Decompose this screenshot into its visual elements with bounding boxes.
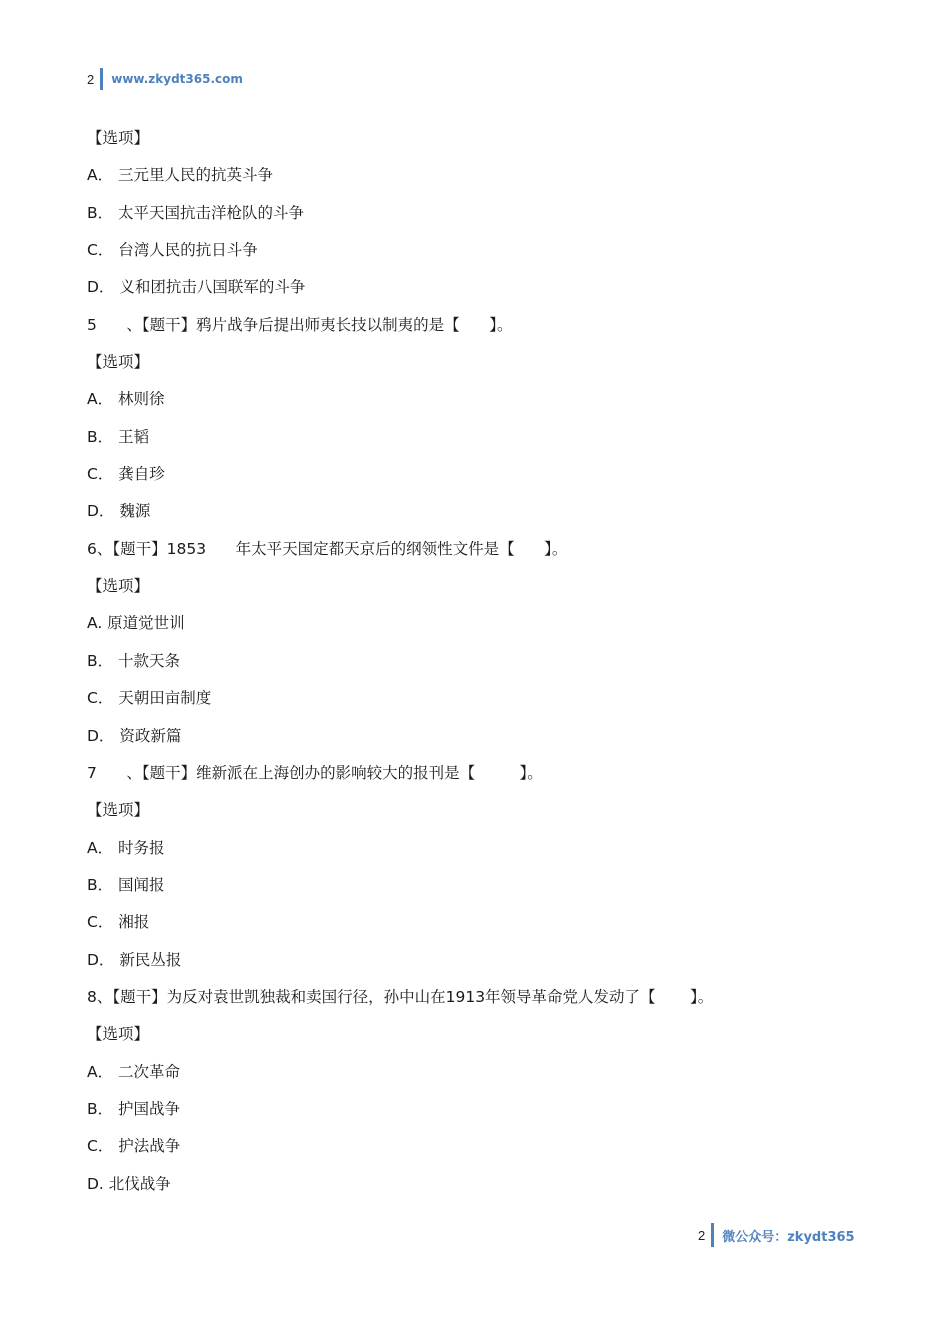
header-page-number: 2: [87, 71, 95, 87]
question-stem: 7 、【题干】维新派在上海创办的影响较大的报刊是【 】。: [87, 763, 543, 782]
option-line: D. 北伐战争: [87, 1174, 171, 1193]
text-line: 【选项】: [87, 1025, 150, 1044]
option-line: B． 王韬: [87, 427, 150, 446]
footer-divider: [711, 1223, 714, 1247]
option-line: C． 台湾人民的抗日斗争: [87, 241, 258, 260]
text-line: 【选项】: [87, 129, 150, 147]
question-stem: 6、【题干】1853 年太平天国定都天京后的纲领性文件是【 】。: [87, 539, 568, 558]
footer-page-number: 2: [698, 1227, 706, 1243]
option-line: A． 二次革命: [87, 1062, 181, 1081]
option-line: D． 资政新篇: [87, 726, 182, 745]
option-line: B． 十款天条: [87, 651, 181, 670]
option-line: D． 新民丛报: [87, 950, 182, 969]
option-line: B． 国闻报: [87, 875, 165, 894]
option-line: C． 龚自珍: [87, 465, 165, 484]
option-line: C． 湘报: [87, 913, 150, 932]
option-line: B． 太平天国抗击洋枪队的斗争: [87, 203, 305, 222]
page-header: [87, 67, 243, 91]
page-footer: [698, 1222, 855, 1248]
text-line: 【选项】: [87, 577, 150, 596]
header-divider: [100, 68, 103, 90]
option-line: A. 原道觉世训: [87, 614, 185, 633]
option-line: A． 时务报: [87, 838, 165, 857]
question-stem: 8、【题干】为反对袁世凯独裁和卖国行径，孙中山在1913年领导革命党人发动了【 】。: [87, 987, 714, 1006]
question-content: [87, 124, 867, 1207]
option-line: C． 天朝田亩制度: [87, 689, 212, 708]
text-line: 【选项】: [87, 353, 150, 372]
question-stem: 5 、【题干】鸦片战争后提出师夷长技以制夷的是【 】。: [87, 315, 513, 334]
footer-wechat-label: 微公众号：zkydt365: [722, 1229, 855, 1245]
option-line: D． 义和团抗击八国联军的斗争: [87, 278, 306, 297]
option-line: C． 护法战争: [87, 1137, 181, 1156]
option-line: B． 护国战争: [87, 1099, 181, 1118]
option-line: D． 魏源: [87, 502, 151, 521]
header-site-link[interactable]: www.zkydt365.com: [111, 72, 243, 86]
option-line: A． 林则徐: [87, 390, 165, 409]
option-line: A． 三元里人民的抗英斗争: [87, 166, 274, 185]
text-line: 【选项】: [87, 801, 150, 820]
